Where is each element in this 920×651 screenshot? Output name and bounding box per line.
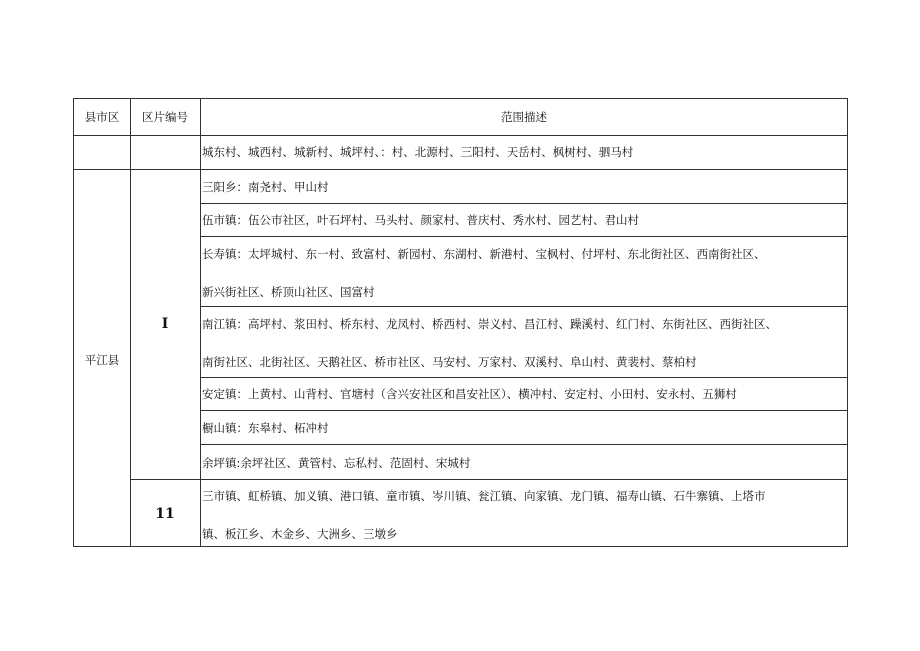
scope-line: 三阳乡：南尧村、甲山村 [202,180,329,194]
row-divider-header [74,135,847,136]
zone-number-1: I [161,316,169,332]
row-divider [200,203,847,204]
row-divider [200,410,847,411]
row-divider [200,444,847,445]
row-divider [200,377,847,378]
scope-line: 长寿镇：太坪城村、东一村、致富村、新园村、东湖村、新港村、宝枫村、付坪村、东北街社区、西南街社区、 [202,247,766,261]
county-name: 平江县 [84,353,120,367]
scope-line: 南江镇：高坪村、浆田村、桥东村、龙凤村、桥西村、崇义村、昌江村、躁溪村、红门村、东街社区、西街社区、 [202,317,777,331]
scope-row-0: 城东村、城西村、城新村、城坪村、：村、北源村、三阳村、天岳村、枫树村、驷马村 [202,145,634,159]
district-table [73,98,848,547]
row-divider-zone2 [130,479,847,480]
scope-line: 安定镇：上黄村、山背村、官塘村（含兴安社区和昌安社区）、横冲村、安定村、小田村、安永村、五狮村 [202,387,737,401]
scope-line: 新兴街社区、桥顶山社区、国富村 [202,285,375,299]
row-divider-0 [74,169,847,170]
scope-line: 橱山镇：东皋村、柘冲村 [202,421,329,435]
row-divider [200,306,847,307]
header-county: 县市区 [84,110,120,124]
scope-line: 三市镇、虹桥镇、加义镇、港口镇、童市镇、岑川镇、瓮江镇、向家镇、龙门镇、福寿山镇、石牛寨镇、上塔市 [202,489,766,503]
scope-line: 南街社区、北街社区、天鹅社区、桥市社区、马安村、万家村、双溪村、阜山村、黄裴村、蔡柏村 [202,355,697,369]
row-divider [200,236,847,237]
scope-line: 伍市镇：伍公市社区，叶石坪村、马头村、颜家村、普庆村、秀水村、园艺村、君山村 [202,213,639,227]
header-zone-number: 区片编号 [142,110,188,124]
header-scope: 范围描述 [501,110,547,124]
zone-number-2: 11 [155,506,175,522]
scope-line: 镇、板江乡、木金乡、大洲乡、三墩乡 [202,527,398,541]
scope-line: 余坪镇:余坪社区、黄管村、忘私村、范固村、宋城村 [202,456,471,470]
